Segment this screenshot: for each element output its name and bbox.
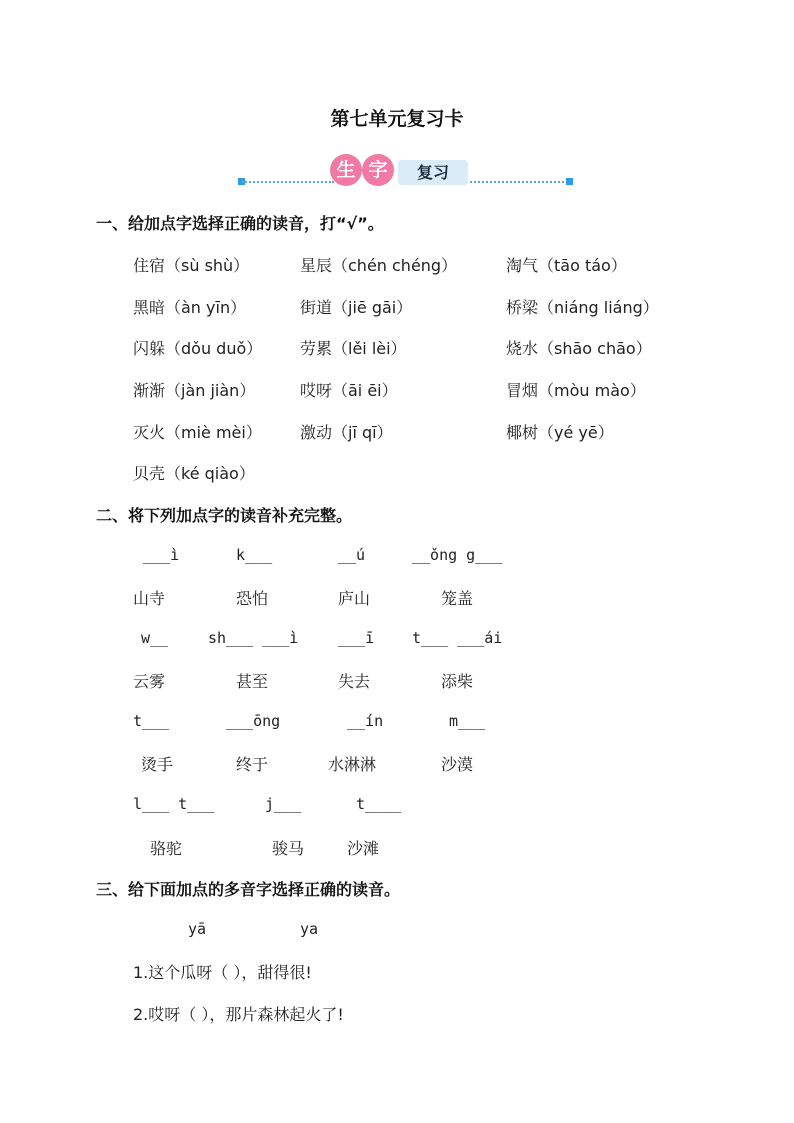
banner-char-circle-1: 生 xyxy=(330,154,362,186)
question-1[interactable]: 1.这个瓜呀（ ），甜得很! xyxy=(133,963,312,982)
banner-tag: 复习 xyxy=(398,160,468,185)
word: 笼盖 xyxy=(441,589,474,608)
section-banner xyxy=(238,150,578,192)
word: 云雾 xyxy=(133,672,166,691)
pinyin-blank[interactable]: w__ xyxy=(141,629,169,647)
word: 烫手 xyxy=(141,755,174,774)
section2-heading: 二、将下列加点字的读音补充完整。 xyxy=(96,506,353,525)
word: 水淋淋 xyxy=(328,755,377,774)
banner-end-square-right xyxy=(566,178,573,185)
banner-dotted-line-right xyxy=(470,181,568,183)
pinyin-blank[interactable]: ___ōng xyxy=(226,712,281,730)
section3-heading: 三、给下面加点的多音字选择正确的读音。 xyxy=(96,880,401,899)
word: 沙漠 xyxy=(441,755,474,774)
word: 甚至 xyxy=(236,672,269,691)
pinyin-blank[interactable]: k___ xyxy=(236,546,273,564)
choice-item[interactable]: 椰树（yé yē） xyxy=(506,423,614,442)
word: 添柴 xyxy=(441,672,474,691)
choice-item[interactable]: 住宿（sù shù） xyxy=(133,256,250,275)
choice-item[interactable]: 街道（jiē gāi） xyxy=(300,298,413,317)
section1-heading: 一、给加点字选择正确的读音，打“√”。 xyxy=(96,214,384,233)
page-title: 第七单元复习卡 xyxy=(330,108,464,130)
word: 骆驼 xyxy=(150,839,183,858)
pinyin-blank[interactable]: sh___ ___ì xyxy=(208,629,299,647)
word: 沙滩 xyxy=(347,839,380,858)
pinyin-blank[interactable]: l___ t___ xyxy=(133,795,215,813)
word: 骏马 xyxy=(272,839,305,858)
pinyin-blank[interactable]: t___ ___ái xyxy=(412,629,503,647)
pinyin-blank[interactable]: t____ xyxy=(356,795,402,813)
pinyin-blank[interactable]: __ǒng g___ xyxy=(412,546,503,564)
reading-option: yā xyxy=(188,920,207,938)
banner-char-circle-2: 字 xyxy=(362,154,394,186)
pinyin-blank[interactable]: t___ xyxy=(133,712,170,730)
banner-dotted-line-left xyxy=(242,181,334,183)
pinyin-blank[interactable]: ___ī xyxy=(338,629,375,647)
question-2[interactable]: 2.哎呀（ ），那片森林起火了! xyxy=(133,1005,344,1024)
choice-item[interactable]: 灭火（miè mèi） xyxy=(133,423,262,442)
pinyin-blank[interactable]: m___ xyxy=(449,712,486,730)
choice-item[interactable]: 劳累（lěi lèi） xyxy=(300,339,407,358)
choice-item[interactable]: 哎呀（āi ēi） xyxy=(300,381,398,400)
choice-item[interactable]: 黑暗（àn yīn） xyxy=(133,298,247,317)
pinyin-blank[interactable]: __ú xyxy=(338,546,366,564)
choice-item[interactable]: 渐渐（jàn jiàn） xyxy=(133,381,256,400)
choice-item[interactable]: 桥梁（niáng liáng） xyxy=(506,298,659,317)
pinyin-blank[interactable]: __ín xyxy=(347,712,384,730)
word: 山寺 xyxy=(133,589,166,608)
pinyin-blank[interactable]: j___ xyxy=(265,795,302,813)
choice-item[interactable]: 星辰（chén chéng） xyxy=(300,256,458,275)
choice-item[interactable]: 贝壳（ké qiào） xyxy=(133,464,255,483)
word: 庐山 xyxy=(338,589,371,608)
reading-option: ya xyxy=(300,920,319,938)
choice-item[interactable]: 激动（jī qī） xyxy=(300,423,393,442)
choice-item[interactable]: 淘气（tāo táo） xyxy=(506,256,627,275)
choice-item[interactable]: 冒烟（mòu mào） xyxy=(506,381,646,400)
word: 失去 xyxy=(338,672,371,691)
choice-item[interactable]: 烧水（shāo chāo） xyxy=(506,339,652,358)
choice-item[interactable]: 闪躲（dǒu duǒ） xyxy=(133,339,263,358)
word: 恐怕 xyxy=(236,589,269,608)
pinyin-blank[interactable]: ___ì xyxy=(143,546,180,564)
word: 终于 xyxy=(236,755,269,774)
